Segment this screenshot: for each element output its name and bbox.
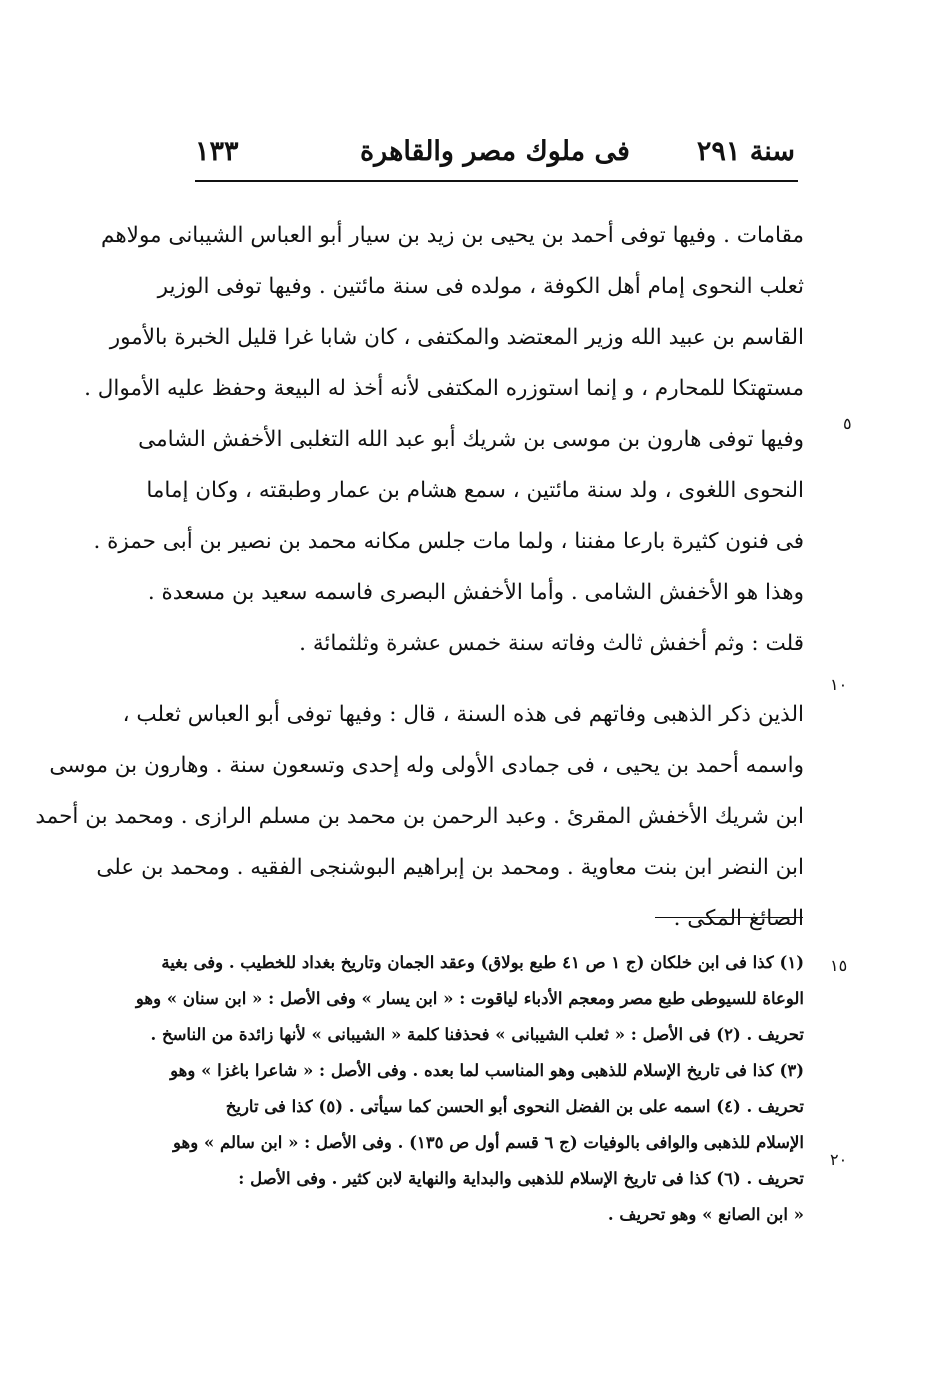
- text-line: الذين ذكر الذهبى وفاتهم فى هذه السنة ، قال : وفيها توفى أبو العباس ثعلب ،: [122, 702, 804, 727]
- text-line: النحوى اللغوى ، ولد سنة مائتين ، سمع هشام بن عمار وطبقته ، وكان إماما: [146, 478, 804, 503]
- footnote-line: تحريف . (٦) كذا فى تاريخ الإسلام للذهبى والبداية والنهاية لابن كثير . وفى الأصل :: [238, 1169, 804, 1188]
- footnote-line: « ابن الصانع » وهو تحريف .: [607, 1205, 804, 1224]
- line-number-15: ١٥: [830, 956, 848, 975]
- text-line: القاسم بن عبيد الله وزير المعتضد والمكتفى ، كان شابا غرا قليل الخبرة بالأمور: [109, 325, 804, 350]
- text-line: ابن النضر ابن بنت معاوية . ومحمد بن إبراهيم البوشنجى الفقيه . ومحمد بن على: [96, 855, 804, 880]
- footnote-divider: [655, 917, 803, 918]
- line-number-5: ٥: [843, 414, 852, 433]
- text-line: واسمه أحمد بن يحيى ، فى جمادى الأولى وله إحدى وتسعون سنة . وهارون بن موسى: [49, 753, 804, 778]
- footnote-line: الإسلام للذهبى والوافى بالوفيات (ج ٦ قسم أول ص ١٣٥) . وفى الأصل : « ابن سالم » وهو: [173, 1133, 804, 1152]
- line-number-20: ٢٠: [830, 1150, 848, 1169]
- header-divider: [195, 180, 798, 182]
- footnotes: [135, 945, 804, 1233]
- text-line: ثعلب النحوى إمام أهل الكوفة ، مولده فى سنة مائتين . وفيها توفى الوزير: [157, 274, 804, 299]
- page-number: ١٣٣: [195, 136, 239, 167]
- line-number-10: ١٠: [830, 675, 848, 694]
- text-line: الصائغ المكى .: [673, 906, 804, 931]
- text-line: وهذا هو الأخفش الشامى . وأما الأخفش البصرى فاسمه سعيد بن مسعدة .: [147, 580, 804, 605]
- header-year: سنة ٢٩١: [696, 136, 795, 167]
- text-line: ابن شريك الأخفش المقرئ . وعبد الرحمن بن محمد بن مسلم الرازى . ومحمد بن أحمد: [35, 804, 804, 829]
- paragraph-gap: [184, 669, 804, 689]
- text-line: مقامات . وفيها توفى أحمد بن يحيى بن زيد بن سيار أبو العباس الشيبانى مولاهم: [101, 223, 804, 248]
- footnote-line: (١) كذا فى ابن خلكان (ج ١ ص ٤١ طبع بولاق) وعقد الجمان وتاريخ بغداد للخطيب . وفى بغية: [161, 953, 804, 972]
- text-line: مستهتكا للمحارم ، و إنما استوزره المكتفى لأنه أخذ له البيعة وحفظ عليه الأموال .: [84, 376, 804, 401]
- footnote-line: تحريف . (٢) فى الأصل : « ثعلب الشيبانى » فحذفنا كلمة « الشيبانى » لأنها زائدة من الناسخ .: [150, 1025, 804, 1044]
- text-line: وفيها توفى هارون بن موسى بن شريك أبو عبد الله التغلبى الأخفش الشامى: [138, 427, 804, 452]
- main-text: [35, 210, 804, 944]
- footnote-line: تحريف . (٤) اسمه على بن الفضل النحوى أبو الحسن كما سيأتى . (٥) كذا فى تاريخ: [225, 1097, 804, 1116]
- footnote-line: (٣) كذا فى تاريخ الإسلام للذهبى وهو المناسب لما بعده . وفى الأصل : « شاعرا باغزا » وهو: [170, 1061, 804, 1080]
- text-line: قلت : وثم أخفش ثالث وفاته سنة خمس عشرة وثلثمائة .: [299, 631, 804, 656]
- header-title: فى ملوك مصر والقاهرة: [360, 136, 630, 167]
- footnote-line: الوعاة للسيوطى طبع مصر ومعجم الأدباء لياقوت : « ابن يسار » وفى الأصل : « ابن سنان » وهو: [135, 989, 804, 1008]
- text-line: فى فنون كثيرة بارعا مفننا ، ولما مات جلس مكانه محمد بن نصير بن أبى حمزة .: [93, 529, 804, 554]
- page-header: [195, 136, 795, 176]
